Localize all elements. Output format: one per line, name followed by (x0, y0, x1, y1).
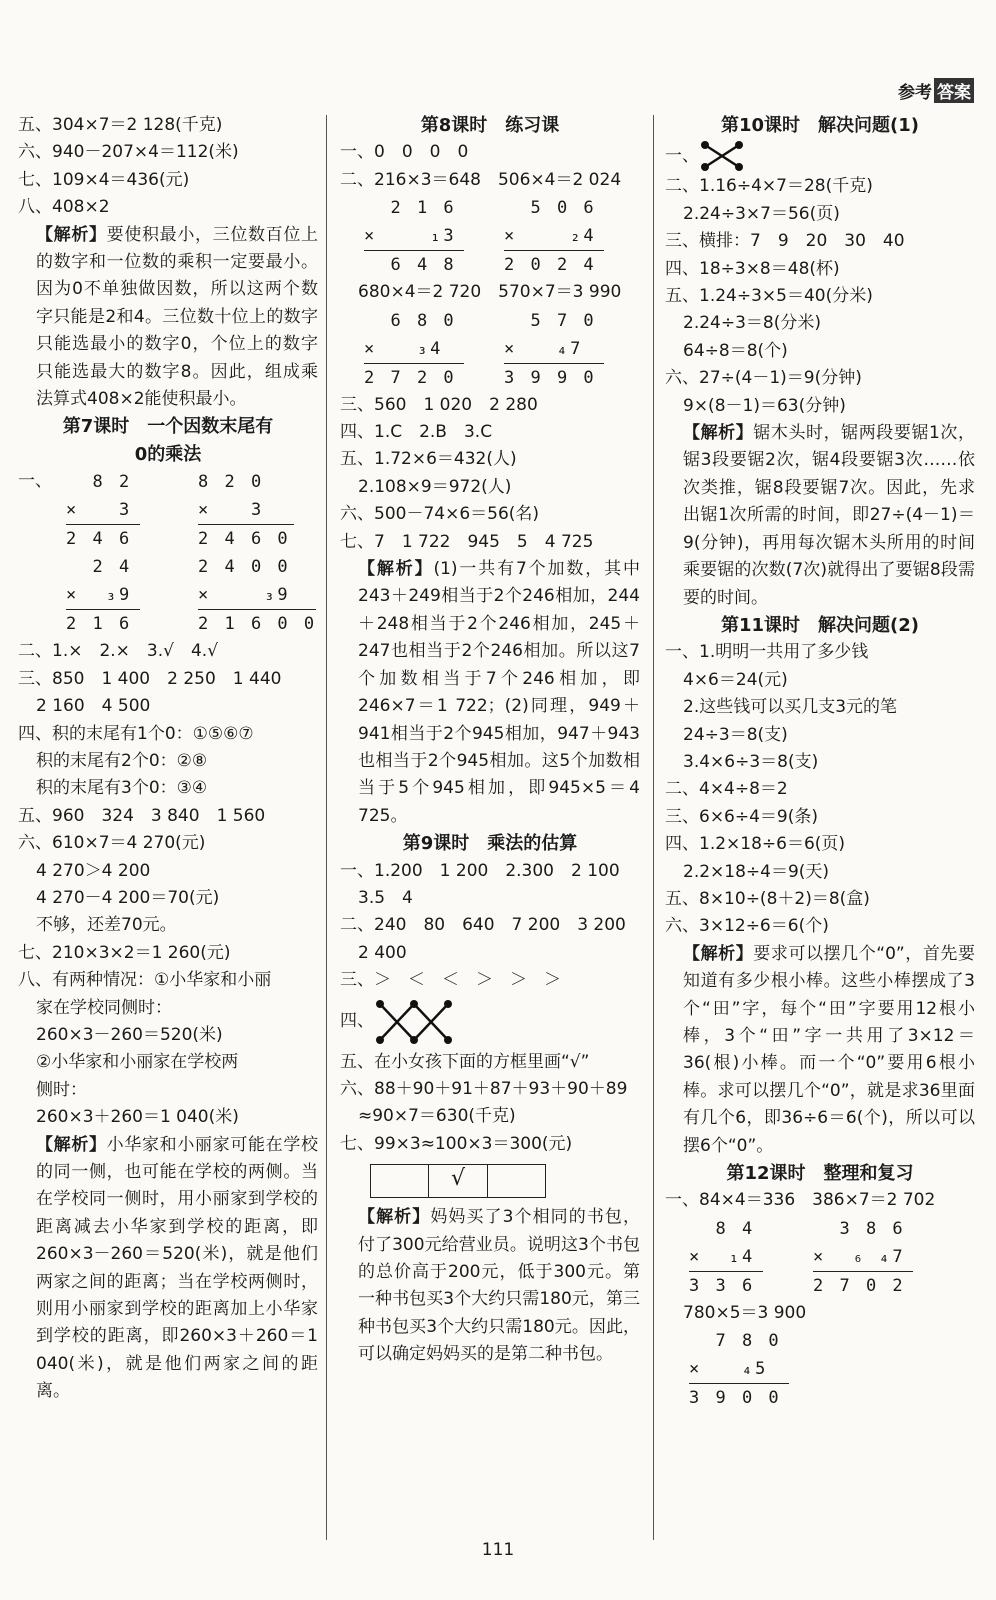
vertical-calc (364, 194, 464, 279)
analysis-paragraph (340, 1204, 640, 1368)
matching-lines-icon (699, 140, 745, 172)
analysis-paragraph (665, 941, 975, 1160)
vertical-calc-row (18, 553, 318, 638)
answer-line: 260×3－260＝520(米) (36, 1024, 223, 1045)
calc-row: × 3 (66, 500, 133, 521)
page-header (898, 78, 974, 103)
analysis-text: 锯木头时，锯两段要锯1次，锯3段要锯2次，锯4段要锯3次……依次类推，锯8段要锯7次。因此，先求出锯1次所需的时间，即27÷(4－1)＝9(分钟)，再用每次锯木头所用的时间乘要锯的次数(7次)就得出了要锯8段需要的时间。 (683, 423, 975, 608)
answer-line: 4 270＞4 200 (36, 860, 151, 881)
analysis-paragraph (340, 556, 640, 830)
answer-line: 3.4×6÷3＝8(支) (683, 751, 819, 772)
lesson-title: 第12课时 整理和复习 (726, 1163, 914, 1185)
calc-row: 2 4 (66, 557, 133, 578)
lesson-title: 0的乘法 (134, 443, 202, 465)
analysis-text: 要使积最小，三位数百位上的数字和一位数的乘积一定要最小。因为0不单独做因数，所以这两个数字只能是2和4。三位数十位上的数字只能选最小的数字0，个位上的数字只能选最大的数字8。因此，组成乘法算式408×2能使积最小。 (36, 224, 319, 410)
calc-row: 3 3 6 (689, 1275, 756, 1296)
answer-line: 八、有两种情况：①小华家和小丽 (18, 970, 272, 991)
answer-line: 三、6×6÷4＝9(条) (665, 806, 819, 827)
vertical-calc (364, 307, 464, 392)
vertical-calc (689, 1327, 789, 1412)
calc-row: × ₆ ₄7 (813, 1246, 906, 1267)
answer-line: 四、18÷3×8＝48(杯) (665, 258, 840, 279)
answer-line: 二、216×3＝648 506×4＝2 024 (340, 169, 622, 190)
column-3 (665, 112, 975, 1412)
answer-line: 二、240 80 640 7 200 3 200 (340, 915, 626, 936)
calc-row: × ₃4 (364, 338, 444, 359)
calc-row: 3 9 0 0 (689, 1388, 782, 1409)
column-2 (340, 112, 640, 1369)
answer-line: ②小华家和小丽家在学校两 (36, 1052, 239, 1073)
calc-row: 7 8 0 (689, 1331, 782, 1352)
answer-line: 六、500－74×6＝56(名) (340, 504, 540, 525)
lesson-title: 第11课时 解决问题(2) (720, 614, 920, 636)
analysis-text: 小华家和小丽家可能在学校的同一侧，也可能在学校的两侧。当在学校同一侧时，用小丽家到学校的距离减去小华家到学校的距离，即260×3－260＝520(米)，就是他们两家之间的距离；当在学校两侧时，则用小丽家到学校的距离加上小华家到学校的距离，即260×3＋260＝1 040(米)，就是他们两家之间的距离。 (36, 1134, 319, 1402)
answer-line: 五、8×10÷(8＋2)＝8(盒) (665, 888, 870, 909)
answer-line: 一、0 0 0 0 (340, 142, 469, 163)
analysis-text: 妈妈买了3个相同的书包，付了300元给营业员。说明这3个书包的总价高于200元，低于300元。第一种书包买3个大约只需180元，第三种书包买3个大约只需180元。因此，可以确定妈妈买的是第二种书包。 (358, 1207, 640, 1365)
analysis-text: (1)一共有7个加数，其中243＋249相当于2个246相加，244＋248相当于2个246相加，245＋247也相当于2个246相加。所以这7个加数相当于7个246相加，即246×7＝1 722；(2)同理，949＋941相当于2个945相加，947＋943也相当于2个945相加。这5个加数相当于5个945相加，即945×5＝4 725。 (358, 559, 641, 826)
answer-line: 2 160 4 500 (36, 696, 151, 717)
answer-box-row (370, 1164, 546, 1198)
answer-line: 三、560 1 020 2 280 (340, 394, 538, 415)
calc-row: × ₂4 (504, 226, 597, 247)
lesson-title: 第10课时 解决问题(1) (720, 115, 920, 136)
answer-box (371, 1165, 429, 1197)
answer-line: 2.24÷3×7＝56(页) (683, 203, 840, 224)
answer-line: 家在学校同侧时： (36, 997, 172, 1018)
calc-row: 8 2 0 (198, 472, 265, 493)
answer-line: 三、850 1 400 2 250 1 440 (18, 668, 282, 689)
answer-line: 一、84×4＝336 386×7＝2 702 (665, 1190, 936, 1211)
matching-lines-icon (374, 996, 454, 1048)
analysis-paragraph (665, 420, 975, 612)
calc-row: × ₃9 (66, 585, 133, 606)
analysis-tag: 【解析】 (683, 423, 754, 444)
calc-row: 2 4 6 0 (198, 529, 291, 550)
answer-line: 七、7 1 722 945 5 4 725 (340, 531, 594, 552)
analysis-tag: 【解析】 (358, 559, 434, 580)
calc-row: × ₃9 (198, 585, 291, 606)
question-number: 四、 (340, 1010, 374, 1031)
answer-line: 4×6＝24(元) (683, 669, 788, 690)
calc-row: 3 9 9 0 (504, 367, 597, 388)
answer-line: 不够，还差70元。 (36, 915, 177, 936)
answer-line: 六、610×7＝4 270(元) (18, 833, 206, 854)
calc-row: 2 4 0 0 (198, 557, 291, 578)
answer-line: 780×5＝3 900 (683, 1302, 807, 1323)
answer-line: 七、109×4＝436(元) (18, 169, 190, 190)
analysis-tag: 【解析】 (36, 1134, 107, 1155)
answer-line: 260×3＋260＝1 040(米) (36, 1107, 239, 1128)
answer-line: 64÷8＝8(个) (683, 340, 788, 361)
answer-line: 2.这些钱可以买几支3元的笔 (683, 697, 898, 718)
vertical-calc (66, 553, 140, 638)
vertical-calc-row (665, 1215, 975, 1300)
answer-line: 六、27÷(4－1)＝9(分钟) (665, 368, 862, 389)
answer-line: 七、210×3×2＝1 260(元) (18, 942, 231, 963)
answer-line: 2 400 (358, 942, 407, 963)
vertical-calc (504, 307, 604, 392)
header-badge: 答案 (934, 78, 974, 103)
vertical-calc (813, 1215, 913, 1300)
calc-row: 8 4 (689, 1218, 756, 1239)
lesson-title: 第7课时 一个因数末尾有 (62, 416, 274, 438)
calc-row: 3 8 6 (813, 1218, 906, 1239)
calc-row: 2 4 6 (66, 529, 133, 550)
calc-row: 8 2 (66, 472, 133, 493)
answer-line: 积的末尾有2个0：②⑧ (36, 750, 208, 771)
calc-row: 2 0 2 4 (504, 255, 597, 276)
answer-line: 五、在小女孩下面的方框里画“√” (340, 1051, 590, 1072)
answer-line: 八、408×2 (18, 197, 110, 218)
answer-line: 2.108×9＝972(人) (358, 476, 512, 497)
header-label: 参考 (898, 83, 932, 103)
answer-line: 9×(8－1)＝63(分钟) (683, 395, 846, 416)
matching-row (340, 995, 640, 1049)
analysis-tag: 【解析】 (683, 943, 754, 964)
calc-row: × ₁4 (689, 1246, 756, 1267)
answer-line: 一、1.200 1 200 2.300 2 100 (340, 860, 620, 881)
answer-line: 二、1.16÷4×7＝28(千克) (665, 176, 873, 197)
calc-row: 2 1 6 (364, 198, 457, 219)
answer-line: 七、99×3≈100×3＝300(元) (340, 1133, 573, 1154)
answer-line: ≈90×7＝630(千克) (358, 1106, 516, 1127)
calc-row: × ₄7 (504, 338, 584, 359)
analysis-tag: 【解析】 (358, 1207, 431, 1228)
answer-line: 一、1.明明一共用了多少钱 (665, 642, 869, 663)
vertical-calc (198, 553, 317, 638)
answer-line: 侧时： (36, 1079, 87, 1100)
calc-row: 2 1 6 0 0 (198, 614, 318, 635)
answer-line: 四、1.2×18÷6＝6(页) (665, 834, 846, 855)
calc-row: 2 7 0 2 (813, 1275, 906, 1296)
answer-box: √ (429, 1165, 487, 1197)
lesson-title: 第9课时 乘法的估算 (402, 833, 578, 855)
answer-line: 六、3×12÷6＝6(个) (665, 916, 829, 937)
answer-line: 五、960 324 3 840 1 560 (18, 805, 266, 826)
calc-row: 5 0 6 (504, 198, 597, 219)
analysis-text: 要求可以摆几个“0”，首先要知道有多少根小棒。这些小棒摆成了3个“田”字，每个“田”字要用12根小棒，3个“田”字一共用了3×12＝36(根)小棒。而一个“0”要用6根小棒。求可以摆几个“0”，就是求36里面有几个6，即36÷6＝6(个)，所以可以摆6个“0”。 (683, 943, 976, 1156)
analysis-tag: 【解析】 (36, 224, 107, 245)
vertical-calc (66, 468, 140, 553)
answer-line: 四、积的末尾有1个0：①⑤⑥⑦ (18, 723, 254, 744)
answer-line: 二、1.× 2.× 3.√ 4.√ (18, 641, 219, 662)
column-divider (653, 115, 654, 1540)
answer-line: 五、304×7＝2 128(千克) (18, 115, 223, 135)
answer-line: 2.2×18÷4＝9(天) (683, 861, 830, 882)
analysis-paragraph (18, 1132, 318, 1406)
vertical-calc-row (340, 194, 640, 279)
vertical-calc (689, 1215, 763, 1300)
matching-row (665, 139, 975, 173)
page-number: 111 (481, 1540, 515, 1560)
question-number: 一、 (665, 145, 699, 166)
calc-row: × ₁3 (364, 226, 457, 247)
vertical-calc-row (340, 307, 640, 392)
column-divider (326, 115, 327, 1540)
calc-row: 2 1 6 (66, 614, 133, 635)
answer-line: 3.5 4 (358, 887, 413, 908)
calc-row: 5 7 0 (504, 310, 597, 331)
answer-line: 三、＞ ＜ ＜ ＞ ＞ ＞ (340, 970, 561, 991)
answer-line: 积的末尾有3个0：③④ (36, 778, 208, 799)
calc-row: 6 8 0 (364, 310, 457, 331)
answer-line: 五、1.24÷3×5＝40(分米) (665, 286, 873, 307)
calc-row: 2 7 2 0 (364, 367, 457, 388)
answer-line: 24÷3＝8(支) (683, 724, 788, 745)
answer-line: 四、1.C 2.B 3.C (340, 422, 493, 443)
answer-box (488, 1165, 545, 1197)
vertical-calc-row (18, 468, 318, 553)
answer-line: 二、4×4÷8＝2 (665, 779, 788, 800)
answer-line: 六、88＋90＋91＋87＋93＋90＋89 (340, 1078, 628, 1099)
calc-row: 6 4 8 (364, 255, 457, 276)
vertical-calc (504, 194, 604, 279)
answer-line: 六、940－207×4＝112(米) (18, 142, 239, 163)
column-1 (18, 112, 318, 1406)
answer-line: 2.24÷3＝8(分米) (683, 313, 821, 334)
lesson-title: 第8课时 练习课 (420, 115, 560, 136)
calc-row: × ₄5 (689, 1359, 769, 1380)
answer-line: 4 270－4 200＝70(元) (36, 887, 220, 908)
answer-line: 三、横排：7 9 20 30 40 (665, 231, 905, 252)
answer-line: 680×4＝2 720 570×7＝3 990 (358, 282, 622, 303)
vertical-calc (198, 468, 294, 553)
answer-line: 五、1.72×6＝432(人) (340, 449, 517, 470)
calc-row: × 3 (198, 500, 265, 521)
analysis-paragraph (18, 222, 318, 414)
question-number: 一、 (18, 471, 52, 492)
